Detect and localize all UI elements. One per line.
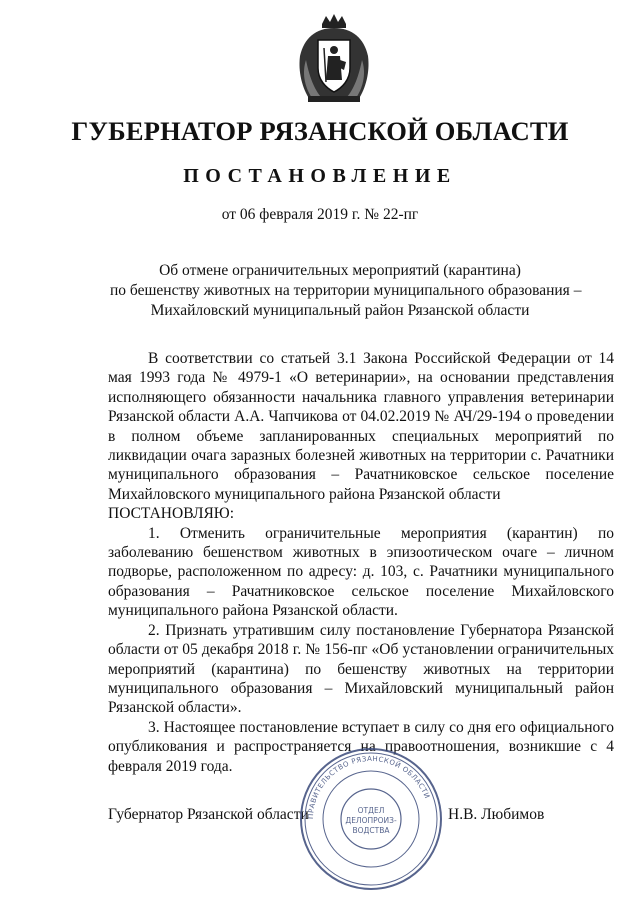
subject-line: Михайловский муниципальный район Рязанской области (150, 302, 530, 319)
coat-of-arms-icon (292, 10, 376, 106)
resolution-item: 3. Настоящее постановление вступает в силу со дня его официального опубликования и распространяется на правоотношения, возникшие с 4 февраля 2019 года. (108, 718, 614, 775)
document-date-number: от 06 февраля 2019 г. № 22-пг (221, 206, 419, 223)
resolution-item: 1. Отменить ограничительные мероприятия (карантин) по заболеванию бешенством животных в эпизоотическом очаге – личном подворье, расположенном по адресу: д. 103, с. Рачатники муниципального образования – Рачатниковское сельское поселение Михайловского муниципального района Рязанской области. (108, 524, 614, 620)
signatory-position: Губернатор Рязанской области (108, 806, 309, 823)
subject-line: Об отмене ограничительных мероприятий (карантина) (159, 262, 521, 279)
subject-line: по бешенству животных на территории муниципального образования – (110, 282, 582, 299)
resolution-item: 2. Признать утратившим силу постановление Губернатора Рязанской области от 05 декабря 2018 г. № 156-пг «Об установлении ограничительных мероприятий (карантина) по бешенству животных на территории муниципального образования – Михайловский муниципальный район Рязанской области». (108, 621, 614, 717)
preamble-paragraph: В соответствии со статьей 3.1 Закона Российской Федерации от 14 мая 1993 года № 4979-1 «О ветеринарии», на основании представления исполняющего обязанности начальника главного управления ветеринарии Рязанской области А.А. Чапчикова от 04.02.2019 № АЧ/29-194 о проведении в полном объеме запланированных специальных мероприятий по ликвидации очага заразных болезней животных на территории с. Рачатники муниципального образования – Рачатниковское сельское поселение Михайловского муниципального района Рязанской области (108, 350, 614, 503)
official-stamp (298, 746, 444, 892)
document-body (108, 349, 614, 776)
signatory-name: Н.В. Любимов (448, 806, 545, 823)
document-subject (110, 261, 582, 321)
stamp-center-text: ОТДЕЛ (357, 806, 385, 815)
stamp-ring-text: ПРАВИТЕЛЬСТВО РЯЗАНСКОЙ ОБЛАСТИ (306, 754, 432, 820)
stamp-center-text: ДЕЛОПРОИЗ- (345, 816, 397, 825)
issuer-title: ГУБЕРНАТОР РЯЗАНСКОЙ ОБЛАСТИ (71, 116, 569, 146)
resolve-heading: ПОСТАНОВЛЯЮ: (108, 505, 235, 523)
stamp-center-text: ВОДСТВА (352, 826, 390, 835)
document-type: ПОСТАНОВЛЕНИЕ (183, 165, 457, 187)
